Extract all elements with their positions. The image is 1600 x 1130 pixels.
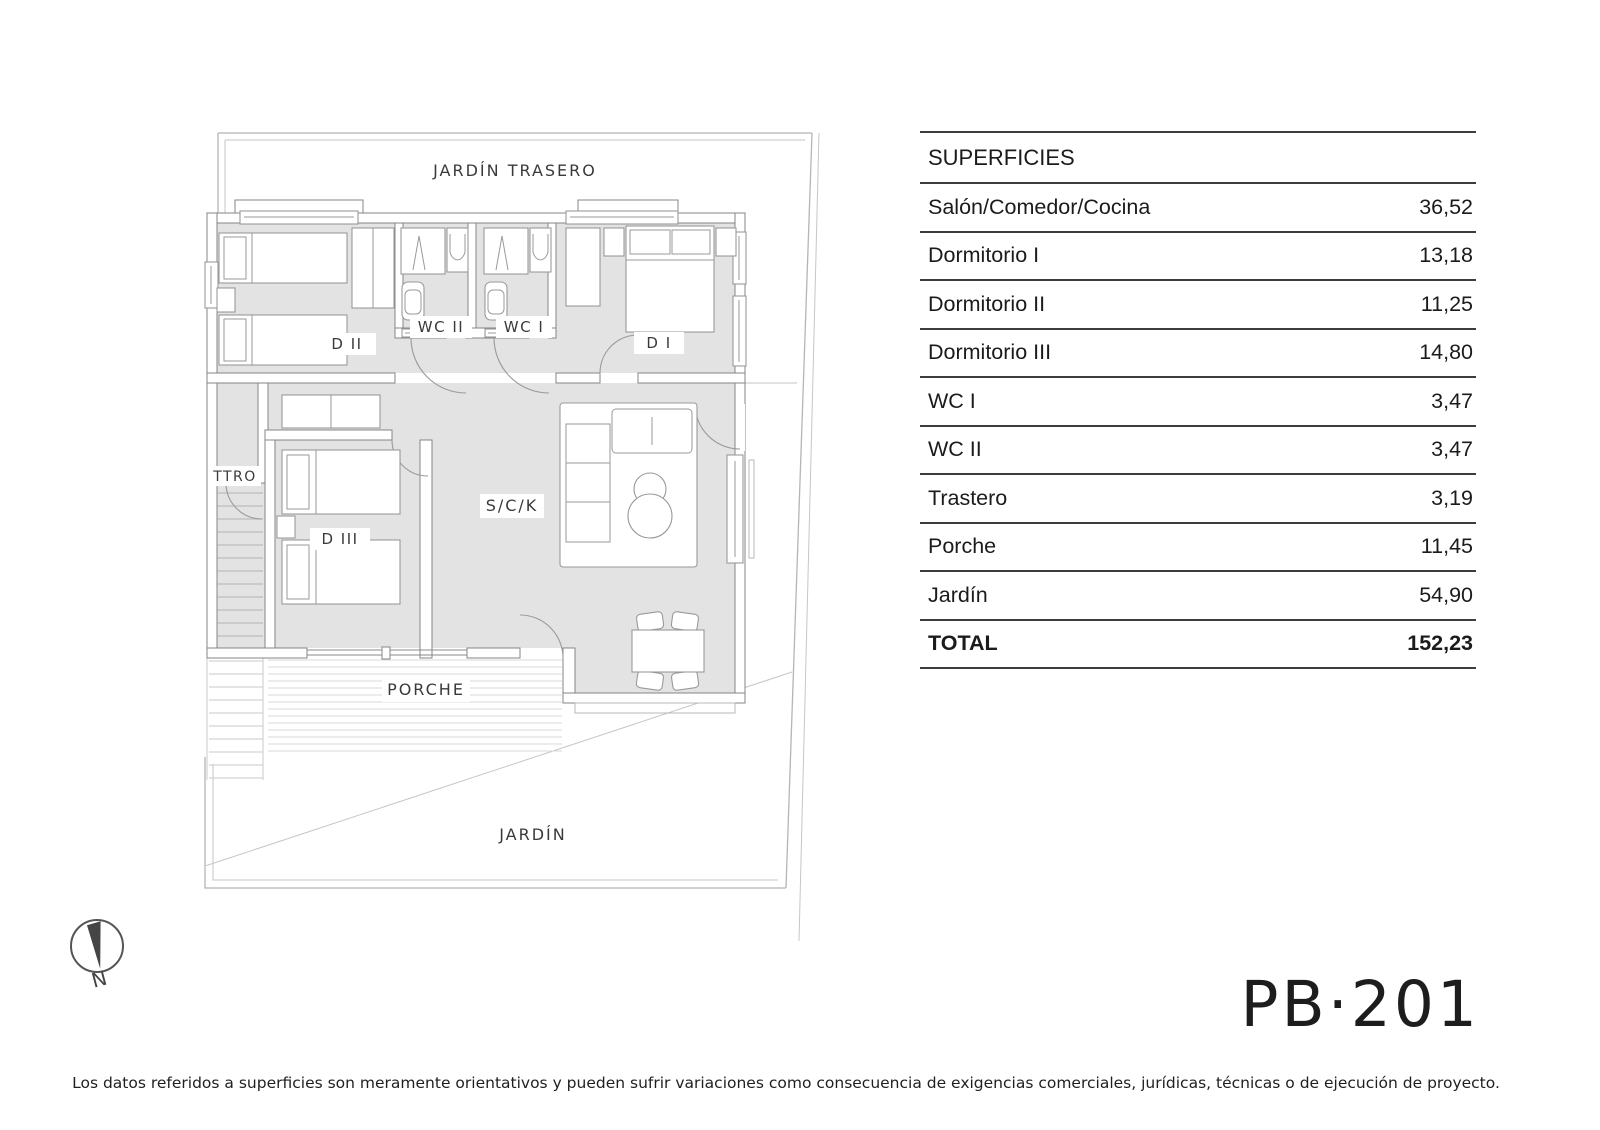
compass-needle-icon [87,921,107,969]
table-row [920,330,1476,379]
row-label: WC II [928,437,982,462]
row-value: 3,19 [1431,485,1473,510]
surfaces-table-header [920,131,1476,184]
row-label: Dormitorio I [928,243,1040,268]
storage-label: TTRO [213,469,257,485]
disclaimer-text: Los datos referidos a superficies son meramente orientativos y pueden sufrir variaciones como consecuencia de exigencias comerciales, jurídicas, técnicas o de ejecución de proyecto. [72,1074,1500,1092]
row-value: 11,45 [1420,534,1473,559]
row-label: Porche [928,534,997,559]
table-row [920,572,1476,621]
bedroom1-label: D I [646,334,672,352]
table-row [920,524,1476,573]
garden-label: JARDÍN [499,825,567,844]
row-value: 3,47 [1431,437,1473,462]
row-label: Trastero [928,485,1008,510]
living-kitchen-label: S/C/K [485,496,539,515]
table-total-row [920,621,1476,670]
plan-code: PB·201 [1240,968,1480,1041]
wc1-label: WC I [503,318,545,336]
row-label: WC I [928,388,976,413]
bedroom2-label: D II [331,335,363,353]
row-label: Jardín [928,582,988,607]
north-compass [71,920,123,993]
row-value: 11,25 [1420,291,1473,316]
back-garden-label: JARDÍN TRASERO [433,161,597,180]
row-label: Dormitorio II [928,291,1046,316]
table-row [920,378,1476,427]
living-room-furniture [560,403,697,567]
table-row [920,184,1476,233]
table-row [920,475,1476,524]
row-label: Salón/Comedor/Cocina [928,194,1151,219]
bedroom3-label: D III [321,530,359,548]
surfaces-title: SUPERFICIES [928,144,1075,170]
row-value: 36,52 [1419,194,1473,219]
row-value: 14,80 [1419,340,1473,365]
total-label: TOTAL [928,631,998,656]
table-row [920,427,1476,476]
total-value: 152,23 [1407,631,1473,656]
row-label: Dormitorio III [928,340,1052,365]
row-value: 3,47 [1431,388,1473,413]
table-row [920,233,1476,282]
north-label: N [88,965,110,993]
table-row [920,281,1476,330]
wc2-label: WC II [417,318,465,336]
row-value: 13,18 [1419,243,1473,268]
surfaces-table [920,131,1476,669]
porch-decking [268,660,562,751]
porch-label: PORCHE [387,680,465,699]
row-value: 54,90 [1419,582,1473,607]
